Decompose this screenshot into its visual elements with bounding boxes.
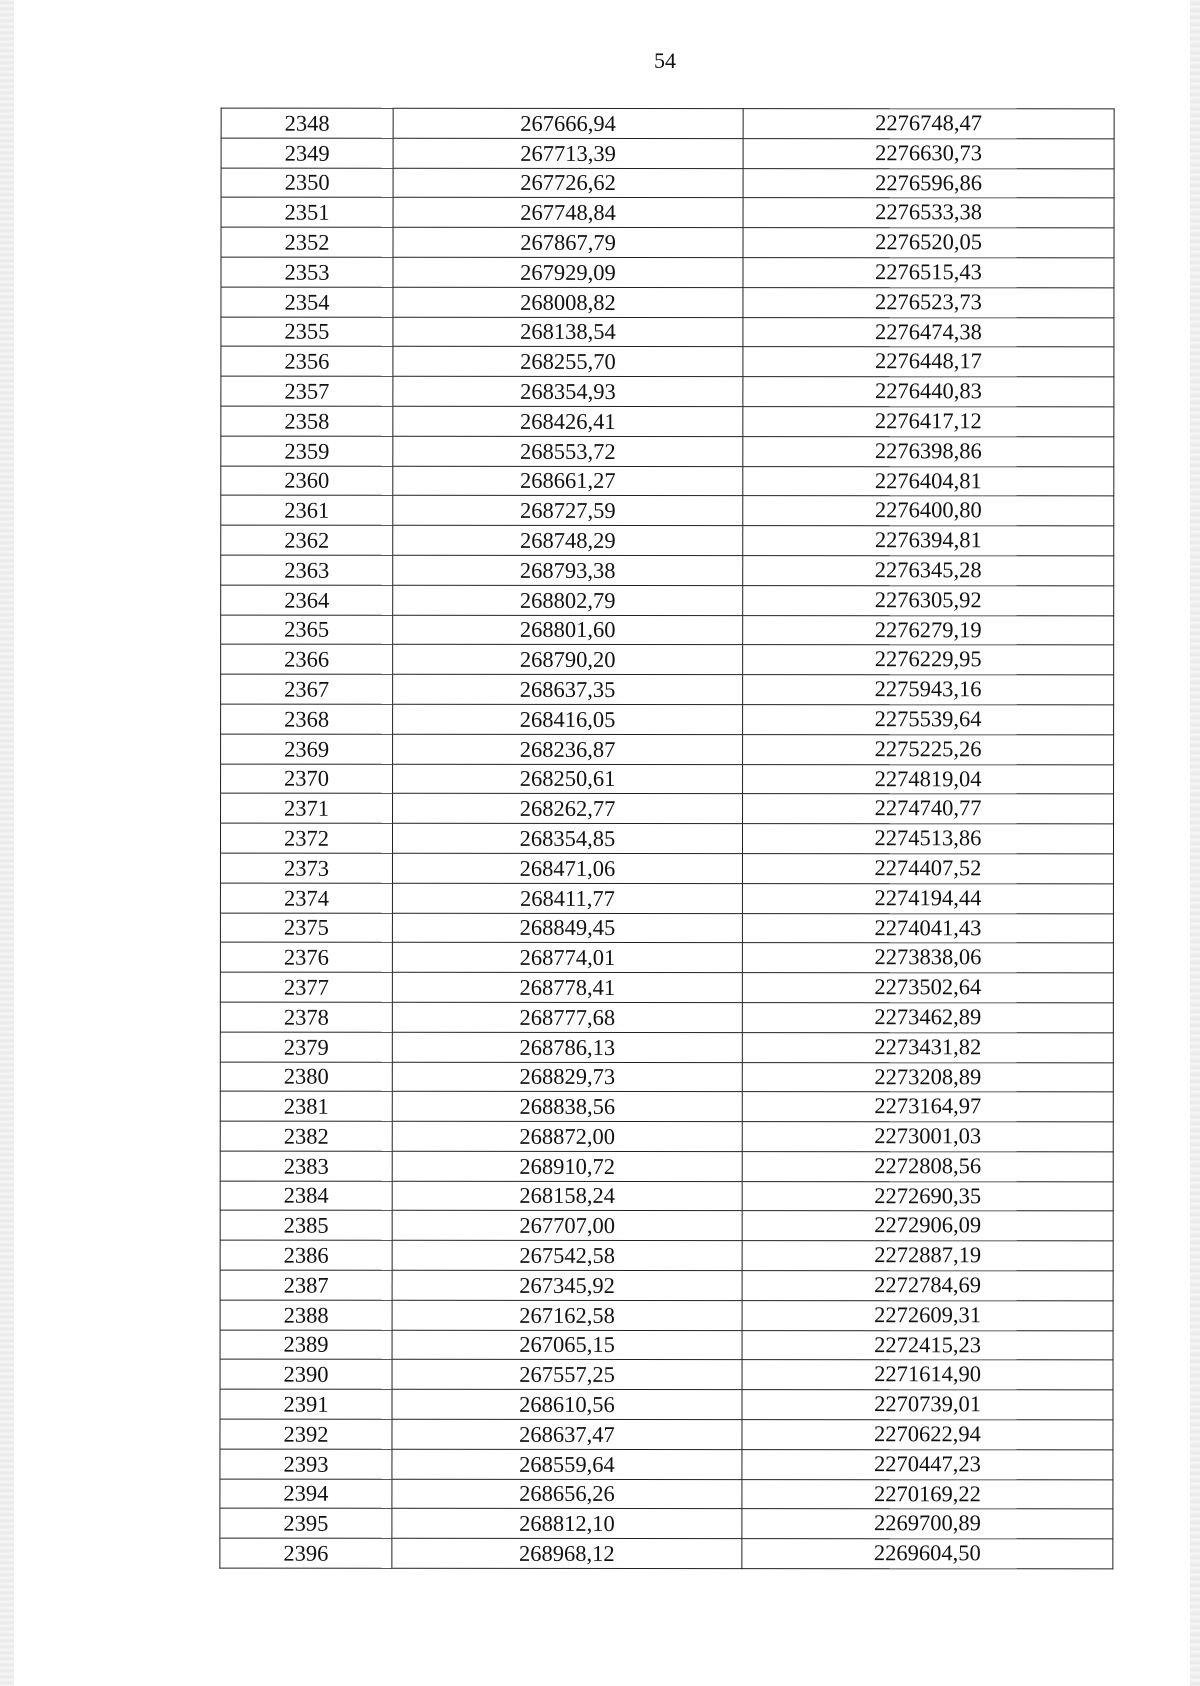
table-row [221, 793, 1114, 824]
x-coordinate-cell: 268158,24 [392, 1181, 742, 1211]
point-number-cell: 2375 [220, 913, 392, 943]
table-row [220, 1330, 1113, 1361]
table-row [221, 406, 1114, 437]
x-coordinate-cell: 268778,41 [392, 972, 742, 1002]
x-coordinate-cell: 267748,84 [393, 198, 743, 228]
y-coordinate-cell: 2272609,31 [742, 1300, 1113, 1330]
x-coordinate-cell: 268250,61 [393, 764, 743, 794]
point-number-cell: 2383 [220, 1151, 392, 1181]
point-number-cell: 2389 [220, 1330, 392, 1360]
table-row [221, 555, 1114, 586]
x-coordinate-cell: 268471,06 [392, 853, 742, 883]
table-row [221, 376, 1114, 407]
y-coordinate-cell: 2276394,81 [743, 526, 1114, 556]
table-row [221, 585, 1114, 616]
scan-edge-right [1190, 0, 1200, 1686]
point-number-cell: 2357 [221, 376, 393, 406]
x-coordinate-cell: 268559,64 [392, 1449, 742, 1479]
point-number-cell: 2352 [221, 227, 393, 257]
point-number-cell: 2374 [220, 883, 392, 913]
coordinates-table [219, 108, 1114, 1570]
table-row [220, 913, 1113, 944]
y-coordinate-cell: 2272415,23 [742, 1330, 1113, 1360]
y-coordinate-cell: 2276748,47 [743, 109, 1114, 139]
point-number-cell: 2369 [221, 734, 393, 764]
point-number-cell: 2368 [221, 704, 393, 734]
x-coordinate-cell: 267557,25 [392, 1360, 742, 1390]
x-coordinate-cell: 268968,12 [392, 1539, 742, 1569]
point-number-cell: 2388 [220, 1300, 392, 1330]
x-coordinate-cell: 267713,39 [393, 138, 743, 168]
point-number-cell: 2356 [221, 346, 393, 376]
y-coordinate-cell: 2272906,09 [742, 1211, 1113, 1241]
y-coordinate-cell: 2273502,64 [742, 973, 1113, 1003]
y-coordinate-cell: 2272784,69 [742, 1271, 1113, 1301]
table-row [220, 1449, 1113, 1480]
y-coordinate-cell: 2276533,38 [743, 198, 1114, 228]
y-coordinate-cell: 2276630,73 [743, 138, 1114, 168]
x-coordinate-cell: 268426,41 [393, 406, 743, 436]
table-row [221, 466, 1114, 497]
y-coordinate-cell: 2276417,12 [743, 407, 1114, 437]
x-coordinate-cell: 268801,60 [393, 615, 743, 645]
x-coordinate-cell: 267542,58 [392, 1241, 742, 1271]
table-row [221, 198, 1114, 229]
y-coordinate-cell: 2276229,95 [743, 645, 1114, 675]
y-coordinate-cell: 2274819,04 [743, 764, 1114, 794]
point-number-cell: 2350 [221, 168, 393, 198]
table-row [220, 1240, 1113, 1271]
point-number-cell: 2394 [220, 1479, 392, 1509]
table-row [220, 1360, 1113, 1391]
table-row [221, 525, 1114, 556]
point-number-cell: 2393 [220, 1449, 392, 1479]
x-coordinate-cell: 267929,09 [393, 257, 743, 287]
y-coordinate-cell: 2276474,38 [743, 317, 1114, 347]
y-coordinate-cell: 2272808,56 [742, 1151, 1113, 1181]
y-coordinate-cell: 2274194,44 [742, 883, 1113, 913]
x-coordinate-cell: 268829,73 [392, 1062, 742, 1092]
point-number-cell: 2362 [221, 525, 393, 555]
table-row [220, 1181, 1113, 1212]
x-coordinate-cell: 268748,29 [393, 525, 743, 555]
y-coordinate-cell: 2275539,64 [743, 705, 1114, 735]
point-number-cell: 2364 [221, 585, 393, 615]
y-coordinate-cell: 2274041,43 [742, 913, 1113, 943]
table-row [221, 615, 1114, 646]
y-coordinate-cell: 2276520,05 [743, 228, 1114, 258]
point-number-cell: 2384 [220, 1181, 392, 1211]
point-number-cell: 2379 [220, 1032, 392, 1062]
x-coordinate-cell: 268727,59 [393, 496, 743, 526]
table-row [220, 1270, 1113, 1301]
table-row [220, 1032, 1113, 1063]
x-coordinate-cell: 267162,58 [392, 1300, 742, 1330]
x-coordinate-cell: 268774,01 [392, 943, 742, 973]
table-row [220, 853, 1113, 884]
x-coordinate-cell: 268838,56 [392, 1092, 742, 1122]
table-row [221, 317, 1114, 348]
point-number-cell: 2366 [221, 644, 393, 674]
point-number-cell: 2363 [221, 555, 393, 585]
x-coordinate-cell: 267065,15 [392, 1330, 742, 1360]
y-coordinate-cell: 2276448,17 [743, 347, 1114, 377]
y-coordinate-cell: 2272690,35 [742, 1181, 1113, 1211]
point-number-cell: 2392 [220, 1419, 392, 1449]
point-number-cell: 2355 [221, 317, 393, 347]
y-coordinate-cell: 2270447,23 [742, 1449, 1113, 1479]
table-row [220, 1538, 1113, 1569]
x-coordinate-cell: 268849,45 [392, 913, 742, 943]
point-number-cell: 2382 [220, 1121, 392, 1151]
y-coordinate-cell: 2270622,94 [742, 1420, 1113, 1450]
y-coordinate-cell: 2276400,80 [743, 496, 1114, 526]
y-coordinate-cell: 2276404,81 [743, 466, 1114, 496]
y-coordinate-cell: 2276515,43 [743, 258, 1114, 288]
x-coordinate-cell: 268255,70 [393, 347, 743, 377]
y-coordinate-cell: 2276398,86 [743, 436, 1114, 466]
x-coordinate-cell: 268872,00 [392, 1121, 742, 1151]
x-coordinate-cell: 268354,85 [392, 823, 742, 853]
table-row [220, 1121, 1113, 1152]
table-row [221, 495, 1114, 526]
x-coordinate-cell: 268637,47 [392, 1419, 742, 1449]
x-coordinate-cell: 268610,56 [392, 1390, 742, 1420]
point-number-cell: 2365 [221, 615, 393, 645]
x-coordinate-cell: 268416,05 [393, 704, 743, 734]
point-number-cell: 2358 [221, 406, 393, 436]
table-row [221, 674, 1114, 705]
table-row [220, 1389, 1113, 1420]
x-coordinate-cell: 267345,92 [392, 1270, 742, 1300]
x-coordinate-cell: 268138,54 [393, 317, 743, 347]
x-coordinate-cell: 268637,35 [393, 674, 743, 704]
table-row [221, 704, 1114, 735]
table-row [220, 1091, 1113, 1122]
y-coordinate-cell: 2269700,89 [742, 1509, 1113, 1539]
table-row [221, 346, 1114, 377]
point-number-cell: 2348 [221, 108, 393, 138]
scan-edge-left [0, 0, 14, 1686]
point-number-cell: 2381 [220, 1091, 392, 1121]
table-row [221, 287, 1114, 318]
y-coordinate-cell: 2276305,92 [743, 585, 1114, 615]
point-number-cell: 2367 [221, 674, 393, 704]
point-number-cell: 2349 [221, 138, 393, 168]
table-row [220, 1419, 1113, 1450]
x-coordinate-cell: 268354,93 [393, 376, 743, 406]
y-coordinate-cell: 2272887,19 [742, 1241, 1113, 1271]
coordinates-table-body [220, 108, 1114, 1569]
y-coordinate-cell: 2273431,82 [742, 1032, 1113, 1062]
point-number-cell: 2390 [220, 1360, 392, 1390]
y-coordinate-cell: 2273208,89 [742, 1062, 1113, 1092]
point-number-cell: 2359 [221, 436, 393, 466]
x-coordinate-cell: 268786,13 [392, 1032, 742, 1062]
point-number-cell: 2353 [221, 257, 393, 287]
table-row [221, 227, 1114, 258]
x-coordinate-cell: 268236,87 [393, 734, 743, 764]
table-row [220, 972, 1113, 1003]
point-number-cell: 2377 [220, 972, 392, 1002]
y-coordinate-cell: 2273462,89 [742, 1002, 1113, 1032]
y-coordinate-cell: 2271614,90 [742, 1360, 1113, 1390]
y-coordinate-cell: 2274407,52 [742, 853, 1113, 883]
y-coordinate-cell: 2274513,86 [742, 824, 1113, 854]
point-number-cell: 2371 [221, 793, 393, 823]
x-coordinate-cell: 268910,72 [392, 1151, 742, 1181]
y-coordinate-cell: 2274740,77 [743, 794, 1114, 824]
y-coordinate-cell: 2276523,73 [743, 287, 1114, 317]
table-row [221, 138, 1114, 169]
x-coordinate-cell: 268790,20 [393, 645, 743, 675]
y-coordinate-cell: 2276279,19 [743, 615, 1114, 645]
table-row [220, 1509, 1113, 1540]
x-coordinate-cell: 268661,27 [393, 466, 743, 496]
table-row [220, 1062, 1113, 1093]
table-row [221, 436, 1114, 467]
x-coordinate-cell: 267666,94 [393, 108, 743, 138]
point-number-cell: 2361 [221, 495, 393, 525]
y-coordinate-cell: 2276440,83 [743, 377, 1114, 407]
table-row [220, 1479, 1113, 1510]
y-coordinate-cell: 2276596,86 [743, 168, 1114, 198]
table-row [221, 764, 1114, 795]
x-coordinate-cell: 267726,62 [393, 168, 743, 198]
x-coordinate-cell: 268262,77 [393, 794, 743, 824]
x-coordinate-cell: 268411,77 [392, 883, 742, 913]
point-number-cell: 2372 [220, 823, 392, 853]
point-number-cell: 2378 [220, 1002, 392, 1032]
table-row [221, 734, 1114, 765]
table-row [220, 942, 1113, 973]
x-coordinate-cell: 268802,79 [393, 585, 743, 615]
point-number-cell: 2396 [220, 1538, 392, 1568]
point-number-cell: 2370 [221, 764, 393, 794]
point-number-cell: 2395 [220, 1509, 392, 1539]
y-coordinate-cell: 2273001,03 [742, 1122, 1113, 1152]
y-coordinate-cell: 2273838,06 [742, 943, 1113, 973]
point-number-cell: 2360 [221, 466, 393, 496]
y-coordinate-cell: 2275943,16 [743, 675, 1114, 705]
table-row [220, 1211, 1113, 1242]
point-number-cell: 2376 [220, 942, 392, 972]
x-coordinate-cell: 268008,82 [393, 287, 743, 317]
table-row [221, 257, 1114, 288]
y-coordinate-cell: 2270169,22 [742, 1479, 1113, 1509]
x-coordinate-cell: 268656,26 [392, 1479, 742, 1509]
table-row [221, 108, 1114, 139]
x-coordinate-cell: 268777,68 [392, 1002, 742, 1032]
point-number-cell: 2385 [220, 1211, 392, 1241]
table-row [220, 823, 1113, 854]
table-row [220, 1300, 1113, 1331]
point-number-cell: 2386 [220, 1240, 392, 1270]
point-number-cell: 2354 [221, 287, 393, 317]
point-number-cell: 2380 [220, 1062, 392, 1092]
point-number-cell: 2387 [220, 1270, 392, 1300]
table-row [220, 1151, 1113, 1182]
y-coordinate-cell: 2269604,50 [742, 1539, 1113, 1569]
table-row [221, 168, 1114, 199]
table-row [220, 883, 1113, 914]
y-coordinate-cell: 2276345,28 [743, 556, 1114, 586]
x-coordinate-cell: 267867,79 [393, 227, 743, 257]
point-number-cell: 2351 [221, 198, 393, 228]
point-number-cell: 2391 [220, 1389, 392, 1419]
x-coordinate-cell: 268812,10 [392, 1509, 742, 1539]
y-coordinate-cell: 2275225,26 [743, 734, 1114, 764]
y-coordinate-cell: 2270739,01 [742, 1390, 1113, 1420]
x-coordinate-cell: 267707,00 [392, 1211, 742, 1241]
table-row [220, 1002, 1113, 1033]
table-row [221, 644, 1114, 675]
point-number-cell: 2373 [220, 853, 392, 883]
x-coordinate-cell: 268793,38 [393, 555, 743, 585]
y-coordinate-cell: 2273164,97 [742, 1092, 1113, 1122]
page-number: 54 [654, 48, 676, 73]
x-coordinate-cell: 268553,72 [393, 436, 743, 466]
